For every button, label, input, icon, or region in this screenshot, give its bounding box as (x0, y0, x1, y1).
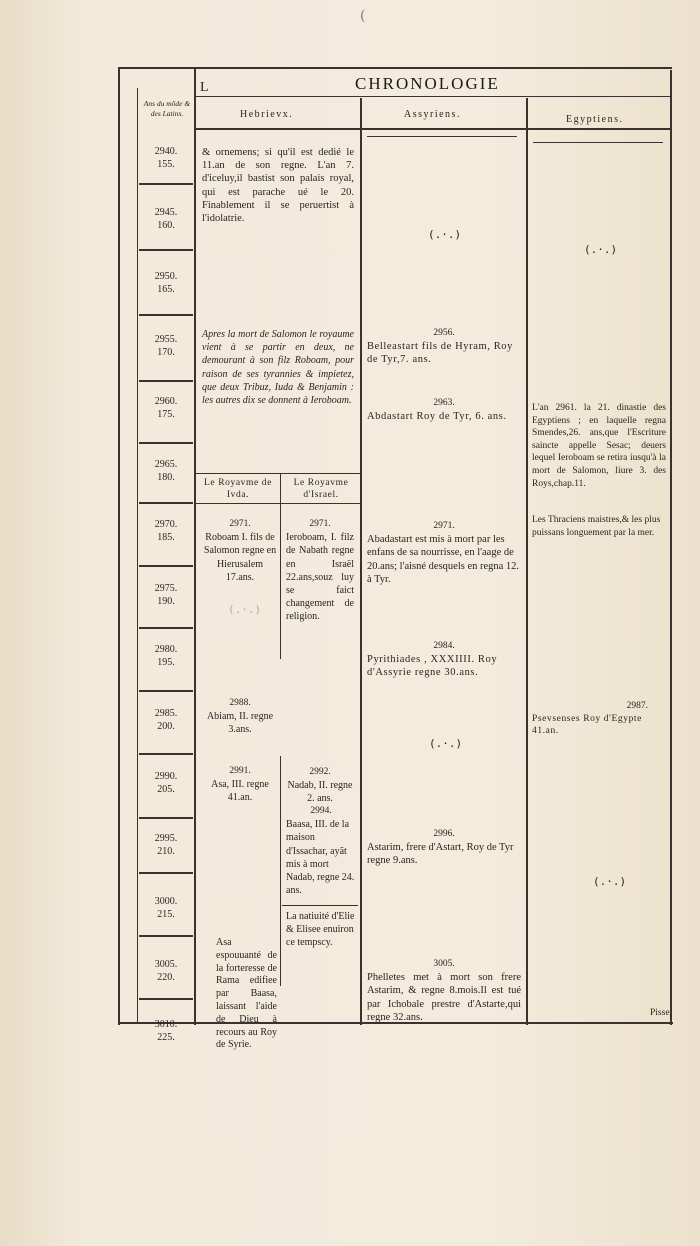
assyrians-head-underline (367, 136, 517, 137)
israel-ieroboam-entry: 2971. Ieroboam, I. filz de Nabath regne en Israël 22.ans,souz luy se faict changement de religion. (286, 519, 354, 623)
year-separator (139, 314, 193, 316)
year-separator (139, 502, 193, 504)
egyptians-head-underline (533, 142, 663, 143)
year-separator (139, 872, 193, 874)
egyptians-psevsenses-entry: 2987. Psevsenses Roy d'Egypte 41.an. (532, 701, 648, 737)
year-row: 2985. 200. (154, 708, 178, 732)
juda-abiam-entry: 2988. Abiam, II. regne 3.ans. (206, 698, 274, 736)
page-letter: L (200, 80, 209, 95)
juda-asa-entry: 2991. Asa, III. regne 41.an. (211, 766, 269, 804)
header-rule (195, 128, 671, 130)
egyptians-ornament-1: (.·.) (584, 243, 618, 256)
kingdoms-bottom-rule (195, 503, 360, 504)
hebrews-right-border (360, 98, 362, 1025)
israel-nadab-entry: 2992. Nadab, II. regne 2. ans. (287, 767, 353, 805)
kingdoms-top-rule (195, 473, 360, 474)
year-row: 2970. 185. (154, 519, 178, 543)
year-row: 2955. 170. (154, 334, 178, 358)
assyrians-ornament-2: (.·.) (429, 737, 463, 750)
assyrians-belleastart-entry: 2956. Belleastart fils de Hyram, Roy de Tyr,7. ans. (367, 328, 514, 366)
hebrews-solomon-text: & ornemens; si qu'il est dedié le 11.an de son regne. L'an 7. d'iceluy,il bastist son palais royal, qui est parache ué le 20. Finablement il se peruertist à l'idolatrie. (202, 147, 354, 225)
top-rule (118, 67, 672, 69)
year-row: 2950. 165. (154, 271, 178, 295)
juda-roboam-entry: 2971. Roboam I. fils de Salomon regne en Hierusalem 17.ans. (203, 519, 277, 583)
page-title: CHRONOLOGIE (355, 74, 500, 93)
year-row: 2945. 160. (154, 207, 178, 231)
year-row: 2975. 190. (154, 583, 178, 607)
year-separator (139, 380, 193, 382)
year-column-right-border (194, 67, 196, 1025)
year-separator (139, 183, 193, 185)
year-row: 2980. 195. (154, 644, 178, 668)
year-row: 2995. 210. (154, 833, 178, 857)
israel-kingdom-heading: Le Royavme d'Israel. (293, 478, 349, 500)
years-column-heading: Ans du mõde & des Latins. (143, 99, 191, 118)
israel-entry-rule (282, 905, 358, 906)
year-separator (139, 565, 193, 567)
outer-left-border (118, 67, 120, 1025)
juda-ornament: (.·.) (228, 603, 262, 616)
year-separator (139, 690, 193, 692)
year-row: 2990. 205. (154, 771, 178, 795)
egyptians-thraciens-entry: Les Thraciens maistres,& les plus puissans longuement par la mer. (532, 515, 661, 538)
catchword: Pisse, (650, 1008, 672, 1018)
egyptians-column-heading: Egyptiens. (566, 114, 624, 125)
israel-baasa-entry: 2994. Baasa, III. de la maison d'Issachar, ayãt mis à mort Nadab, regne 24. ans. (286, 806, 355, 897)
assyrians-astarim-entry: 2996. Astarim, frere d'Astart, Roy de Tyr regne 9.ans. (367, 829, 514, 867)
year-row: 2965. 180. (154, 459, 178, 483)
kingdoms-divider-lower (280, 756, 281, 986)
year-row: 3010. 225. (154, 1019, 178, 1043)
assyrians-ornament-1: (.·.) (428, 228, 462, 241)
egyptians-smendes-entry: L'an 2961. la 21. dinastie des Egyptiens ; en laquelle regna Smendes,26. ans,que l'Escriture saincte appelle Sesac; deuers lequel Ieroboam se retira iusqu'à la mort de Salomon, liure 3. des Roys,chap.11. (532, 403, 666, 489)
year-row: 3000. 215. (154, 896, 178, 920)
title-underline (195, 96, 671, 97)
year-row: 2940. 155. (154, 146, 178, 170)
year-separator (139, 442, 193, 444)
year-row: 2960. 175. (154, 396, 178, 420)
juda-kingdom-heading: Le Royavme de Ivda. (204, 478, 272, 500)
year-separator (139, 753, 193, 755)
assyrians-abadastart-entry: 2971. Abadastart est mis à mort par les enfans de sa nourrisse, en l'aage de 20.ans; l'aisné desquels en regna 12. à Tyr. (367, 521, 520, 585)
corner-mark: ( (360, 8, 366, 24)
assyrians-column-heading: Assyriens. (404, 109, 461, 120)
assyrians-pyrithiades-entry: 2984. Pyrithiades , XXXIIII. Roy d'Assyrie regne 30.ans. (367, 641, 498, 679)
year-row: 3005. 220. (154, 959, 178, 983)
israel-elie-entry: La natiuité d'Elie & Elisee enuiron ce tempscy. (286, 911, 355, 949)
year-separator (139, 935, 193, 937)
year-separator (139, 998, 193, 1000)
outer-right-border (670, 70, 672, 1025)
year-separator (139, 627, 193, 629)
assyrians-right-border (526, 98, 528, 1025)
kingdoms-divider (280, 473, 281, 659)
year-separator (139, 249, 193, 251)
hebrews-division-text: Apres la mort de Salomon le royaume vient à se partir en deux, ne demourant à son filz Roboam, pour raison de ses tyrannies & impietez, que deux Tribuz, Iuda & Benjamin : les autres dix se donnent à Ieroboam. (202, 329, 354, 407)
assyrians-abdastart-entry: 2963. Abdastart Roy de Tyr, 6. ans. (367, 398, 507, 423)
year-column-left-border (137, 88, 138, 1023)
year-separator (139, 817, 193, 819)
egyptians-ornament-2: (.·.) (593, 875, 627, 888)
hebrews-column-heading: Hebrievx. (240, 109, 294, 120)
assyrians-phelletes-entry: 3005. Phelletes met à mort son frere Astarim, & regne 8.mois.Il est tué par Ichobale prestre d'Astarte,qui regne 32.ans. (367, 959, 521, 1023)
juda-asa-fortress-entry: Asa espouuanté de la forteresse de Rama edifiee par Baasa, laissant l'aide de Dieu à recours au Roy de Syrie. (216, 937, 277, 1051)
